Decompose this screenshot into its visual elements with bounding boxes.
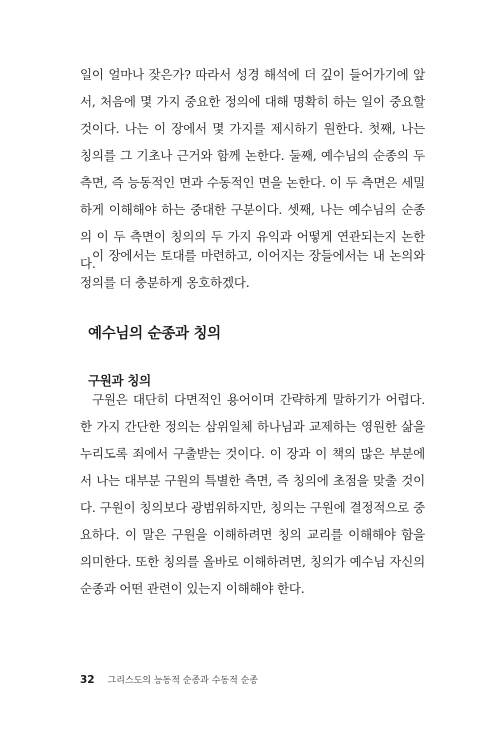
salvation-paragraph: 구원은 대단히 다면적인 용어이며 간략하게 말하기가 어렵다. 한 가지 간단한 정의는 삼위일체 하나님과 교제하는 영원한 삶을 누리도록 죄에서 구출받는 것이다. 이 장과 이 책의 많은 부분에서 나는 대부분 구원의 특별한 측면, 즉 칭의에 초점을 맞출 것이다. 구원이 칭의보다 광범위하지만, 칭의는 구원에 결정적으로 중요하다. 이 말은 구원을 이해하려면 칭의 교리를 이해해야 함을 의미한다. 또한 칭의를 올바로 이해하려면, 칭의가 예수님 자신의 순종과 어떤 관련이 있는지 이해해야 한다. [80,392,425,596]
page-footer [80,673,258,686]
section-heading: 예수님의 순종과 칭의 [88,326,221,342]
running-title: 그리스도의 능동적 순종과 수동적 순종 [107,676,259,686]
section-subheading: 구원과 칭의 [88,373,151,388]
intro-paragraph-2: 이 장에서는 토대를 마련하고, 이어지는 장들에서는 내 논의와 정의를 더 충분하게 옹호하겠다. [80,248,425,290]
intro-paragraph: 일이 얼마나 잦은가? 따라서 성경 해석에 더 깊이 들어가기에 앞서, 처음에 몇 가지 중요한 정의에 대해 명확히 하는 일이 중요할 것이다. 나는 이 장에서 몇 가지를 제시하기 원한다. 첫째, 나는 칭의를 그 기초나 근거와 함께 논한다. 둘째, 예수님의 순종의 두 측면, 즉 능동적인 면과 수동적인 면을 논한다. 이 두 측면은 세밀하게 이해해야 하는 중대한 구분이다. 셋째, 나는 예수님의 순종의 이 두 측면이 칭의의 두 가지 유익과 어떻게 연관되는지 논한다. [80,67,425,271]
page-number: 32 [80,674,95,686]
